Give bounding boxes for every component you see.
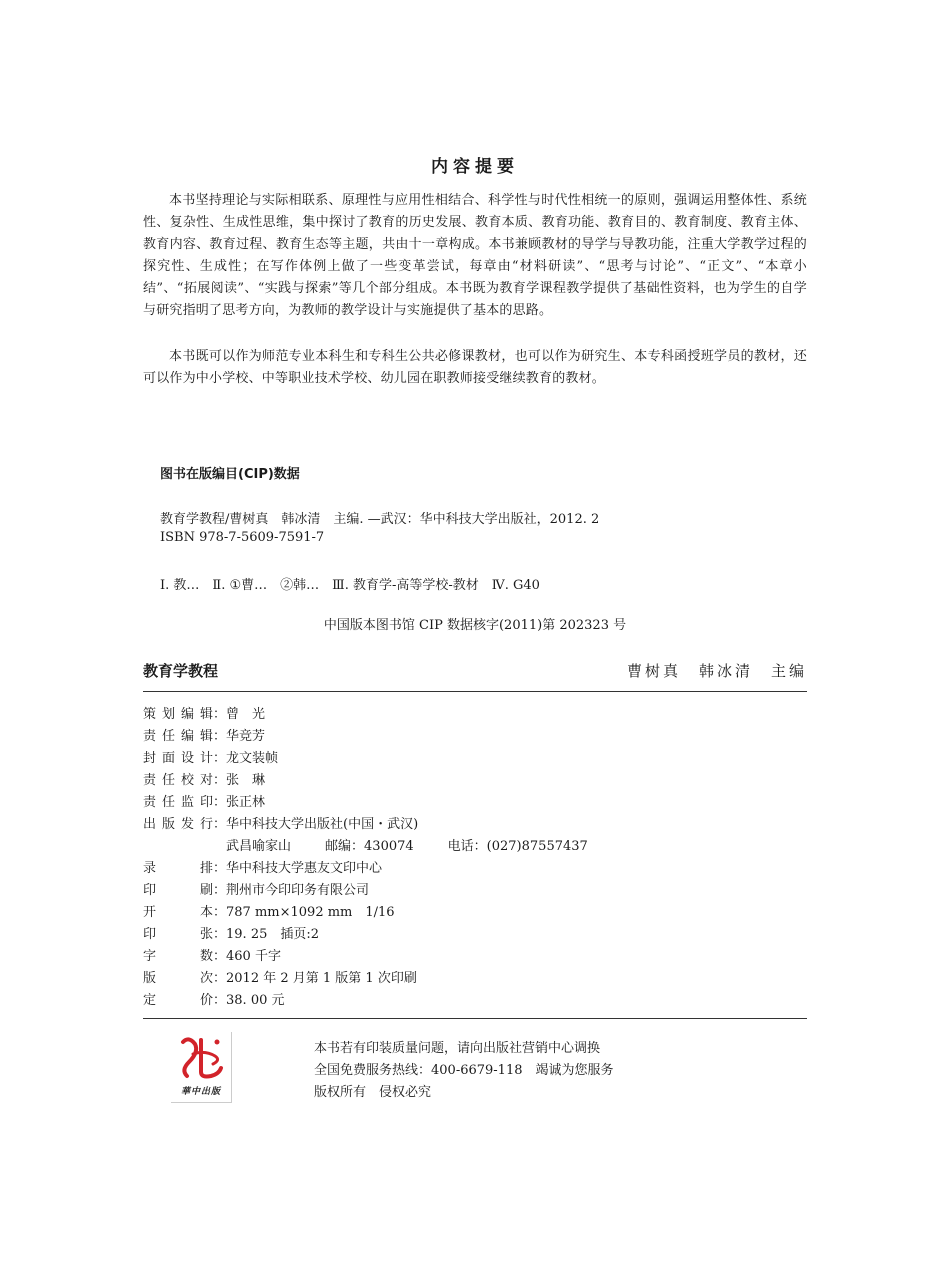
imprint-label: 录 排 xyxy=(143,861,213,876)
publisher-phone: 电话：(027)87557437 xyxy=(447,839,588,854)
imprint-value: 38. 00 元 xyxy=(226,993,285,1008)
notice-quality: 本书若有印装质量问题，请向出版社营销中心调换 xyxy=(314,1041,601,1056)
book-editors: 曹树真 韩冰清 主编 xyxy=(626,662,807,680)
imprint-label: 封面设计 xyxy=(143,751,213,766)
notice-hotline: 全国免费服务热线：400-6679-118 竭诚为您服务 xyxy=(314,1063,614,1078)
divider-bottom xyxy=(143,1018,807,1019)
imprint-label: 印 张 xyxy=(143,927,213,942)
cip-isbn: ISBN 978-7-5609-7591-7 xyxy=(160,530,325,545)
imprint-row: 印 张：19. 25 插页:2 xyxy=(143,924,588,946)
imprint-label: 定 价 xyxy=(143,993,213,1008)
cip-classification: Ⅰ. 教… Ⅱ. ①曹… ②韩… Ⅲ. 教育学-高等学校-教材 Ⅳ. G40 xyxy=(160,578,540,593)
imprint-value: 张 琳 xyxy=(226,773,266,788)
publisher-address: 武昌喻家山 xyxy=(226,839,292,854)
publisher-logo xyxy=(171,1032,232,1103)
imprint-row: 责任编辑：华竞芳 xyxy=(143,726,588,748)
imprint-label: 版 次 xyxy=(143,971,213,986)
imprint-row: 策划编辑：曾 光 xyxy=(143,704,588,726)
publisher-postcode: 邮编：430074 xyxy=(325,839,414,854)
imprint-row: 开 本：787 mm×1092 mm 1/16 xyxy=(143,902,588,924)
imprint-row: 责任监印：张正林 xyxy=(143,792,588,814)
imprint-value: 曾 光 xyxy=(226,707,266,722)
imprint-value: 华竞芳 xyxy=(226,729,266,744)
imprint-row: 定 价：38. 00 元 xyxy=(143,990,588,1012)
imprint-value: 460 千字 xyxy=(226,949,281,964)
summary-paragraph-1: 本书坚持理论与实际相联系、原理性与应用性相结合、科学性与时代性相统一的原则，强调运用整体性、系统性、复杂性、生成性思维，集中探讨了教育的历史发展、教育本质、教育功能、教育目的、教育制度、教育主体、教育内容、教育过程、教育生态等主题，共由十一章构成。本书兼顾教材的导学与导教功能，注重大学教学过程的探究性、生成性；在写作体例上做了一些变革尝试，每章由“材料研读”、“思考与讨论”、“正文”、“本章小结”、“拓展阅读”、“实践与探索”等几个部分组成。本书既为教育学课程教学提供了基础性资料，也为学生的自学与研究指明了思考方向，为教师的教学设计与实施提供了基本的思路。 xyxy=(143,193,807,318)
imprint-address-row xyxy=(143,836,588,858)
notice-copyright: 版权所有 侵权必究 xyxy=(314,1085,432,1100)
book-title: 教育学教程 xyxy=(143,662,219,680)
imprint-list xyxy=(143,704,588,1012)
imprint-label: 印 刷 xyxy=(143,883,213,898)
imprint-row: 责任校对：张 琳 xyxy=(143,770,588,792)
imprint-label: 开 本 xyxy=(143,905,213,920)
cip-record-number: 中国版本图书馆 CIP 数据核字(2011)第 202323 号 xyxy=(323,618,627,633)
imprint-row: 字 数：460 千字 xyxy=(143,946,588,968)
imprint-label: 策划编辑 xyxy=(143,707,213,722)
imprint-value: 龙文装帧 xyxy=(226,751,279,766)
imprint-label: 责任编辑 xyxy=(143,729,213,744)
imprint-value: 2012 年 2 月第 1 版第 1 次印刷 xyxy=(226,971,417,986)
imprint-value: 华中科技大学出版社(中国・武汉) xyxy=(226,817,419,832)
notice-block xyxy=(314,1038,614,1104)
divider-top xyxy=(143,691,807,692)
imprint-value: 华中科技大学惠友文印中心 xyxy=(226,861,383,876)
imprint-row: 印 刷：荆州市今印印务有限公司 xyxy=(143,880,588,902)
imprint-value: 787 mm×1092 mm 1/16 xyxy=(226,905,395,920)
imprint-value: 19. 25 插页:2 xyxy=(226,927,320,942)
imprint-label: 责任监印 xyxy=(143,795,213,810)
summary-paragraph-2: 本书既可以作为师范专业本科生和专科生公共必修课教材，也可以作为研究生、本专科函授班学员的教材，还可以作为中小学校、中等职业技术学校、幼儿园在职教师接受继续教育的教材。 xyxy=(143,349,807,386)
imprint-row: 版 次：2012 年 2 月第 1 版第 1 次印刷 xyxy=(143,968,588,990)
imprint-value: 荆州市今印印务有限公司 xyxy=(226,883,370,898)
hust-press-logo-icon xyxy=(171,1032,231,1084)
imprint-label: 出版发行 xyxy=(143,817,213,832)
imprint-row: 出版发行：华中科技大学出版社(中国・武汉) xyxy=(143,814,588,836)
cip-heading: 图书在版编目(CIP)数据 xyxy=(160,467,300,482)
cip-bibliographic-line: 教育学教程/曹树真 韩冰清 主编. —武汉：华中科技大学出版社，2012. 2 xyxy=(160,512,600,527)
imprint-row: 封面设计：龙文装帧 xyxy=(143,748,588,770)
imprint-label: 责任校对 xyxy=(143,773,213,788)
summary-title: 内容提要 xyxy=(431,157,519,177)
imprint-value: 张正林 xyxy=(226,795,266,810)
publisher-logo-text: 華中出版 xyxy=(180,1087,221,1097)
imprint-label: 字 数 xyxy=(143,949,213,964)
imprint-row: 录 排：华中科技大学惠友文印中心 xyxy=(143,858,588,880)
